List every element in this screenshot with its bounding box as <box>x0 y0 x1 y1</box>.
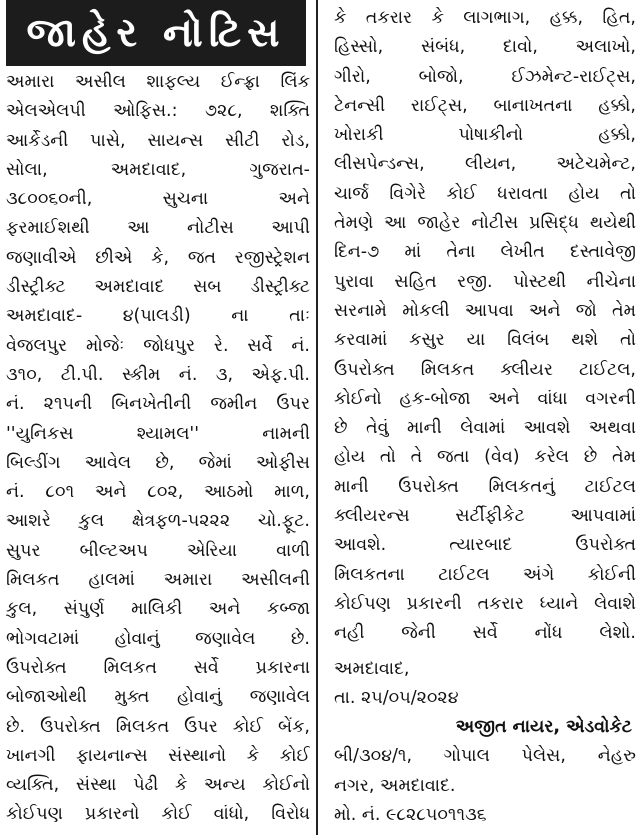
notice-text-line: કુલ, સંપુર્ણ માલિકી અને કબ્જા <box>6 599 310 620</box>
notice-text-line: ૩૮૦૦૬૦ની, સુચના અને <box>6 189 310 210</box>
advocate-address-line-1: બી/૩૦૪/૧, ગોપાલ પેલેસ, નેહરુ <box>334 746 636 767</box>
notice-text-line: જણાવીએ છીએ કે, જત રજીસ્ટ્રેશન <box>6 247 310 268</box>
advocate-mobile: મો. નં. ૯૮૨૮૫૦૧૧૩૬ <box>334 805 487 826</box>
notice-text-line: આશરે કુલ ક્ષેત્રફળ-૫૨૨૨ ચો.ફૂટ. <box>6 511 310 532</box>
notice-text-line: મિલકત હાલમાં અમારા અસીલની <box>6 570 310 591</box>
notice-text-line: ચાર્જ વિગેરે કોઈ ધરાવતા હોય તો <box>334 183 636 204</box>
notice-text-line: ઉપરોક્ત મિલકત ક્લીયર ટાઈટલ, <box>334 359 636 380</box>
left-column <box>0 0 310 835</box>
notice-text-line: માની ઉપરોક્ત મિલકતનું ટાઈટલ <box>334 476 636 497</box>
notice-text-line: ખોરાકી પોષાકીનો હક્કો, <box>334 125 636 146</box>
notice-text-line: ભોગવટામાં હોવાનું જણાવેલ છે. <box>6 628 310 649</box>
notice-text-line: ક્લીયરન્સ સર્ટીફીકેટ આપવામાં <box>334 506 636 527</box>
notice-text-line: તેમણે આ જાહેર નોટીસ પ્રસિદ્ધ થયેથી <box>334 213 636 234</box>
notice-text-line: કોઈપણ પ્રકારનો કોઈ વાંધો, વિરોધ <box>6 804 310 825</box>
notice-text-line: વ્યક્તિ, સંસ્થા પેઢી કે અન્ય કોઈનો <box>6 775 310 796</box>
notice-text-line: ફરમાઈશથી આ નોટીસ આપી <box>6 218 310 239</box>
notice-text-line: બોજાઓથી મુક્ત હોવાનું જણાવેલ <box>6 687 310 708</box>
notice-text-line: બિલ્ડીંગ આવેલ છે, જેમાં ઓફીસ <box>6 452 310 473</box>
notice-text-line: હોય તો તે જતા (વેવ) કરેલ છે તેમ <box>334 447 636 468</box>
notice-text-line: આર્કેડની પાસે, સાયન્સ સીટી રોડ, <box>6 130 310 151</box>
notice-place: અમદાવાદ, <box>334 658 410 679</box>
advocate-address-line-2: નગર, અમદાવાદ. <box>334 775 456 796</box>
notice-text-line: ટેનન્સી રાઈટ્સ, બાનાખતના હક્કો, <box>334 95 636 116</box>
notice-text-line: એલએલપી ઓફિસ.: ૭૨૮, શક્તિ <box>6 101 310 122</box>
left-column-text <box>6 68 310 830</box>
advocate-name: અજીત નાયર, એડવોકેટ <box>455 717 632 738</box>
notice-text-line: હિસ્સો, સંબંધ, દાવો, અલાખો, <box>334 37 636 58</box>
notice-title: જાહેર નોટિસ <box>6 0 306 66</box>
notice-text-line: નહી જેની સર્વે નોંધ લેશો. <box>334 623 636 644</box>
right-column-text <box>334 4 636 649</box>
notice-text-line: વેજલપુર મોજેઃ જોધપુર રે. સર્વે નં. <box>6 335 310 356</box>
notice-text-line: અમદાવાદ- ૪(પાલડી) ના તાઃ <box>6 306 310 327</box>
notice-text-line: સોલા, અમદાવાદ, ગુજરાત- <box>6 159 310 180</box>
notice-text-line: લીસપેન્ડન્સ, લીયન, અટેચમેન્ટ, <box>334 154 636 175</box>
notice-text-line: છે તેવું માની લેવામાં આવશે અથવા <box>334 418 636 439</box>
notice-text-line: ''યુનિકસ શ્યામલ'' નામની <box>6 423 310 444</box>
notice-text-line: સરનામે મોકલી આપવા અને જો તેમ <box>334 300 636 321</box>
notice-text-line: મિલકતના ટાઈટલ અંગે કોઈની <box>334 564 636 585</box>
notice-text-line: સુપર બીલ્ટઅપ એરિયા વાળી <box>6 540 310 561</box>
column-divider <box>316 0 318 835</box>
notice-text-line: આવશે. ત્યારબાદ ઉપરોક્ત <box>334 535 636 556</box>
notice-text-line: ૩૧૦, ટી.પી. સ્કીમ નં. ૩, એફ.પી. <box>6 364 310 385</box>
notice-date: તા. ૨૫/૦૫/૨૦૨૪ <box>334 687 459 708</box>
notice-text-line: નં. ૨૧૫ની બિનખેતીની જમીન ઉપર <box>6 394 310 415</box>
notice-text-line: અમારા અસીલ શાફલ્ય ઈન્ફ્રા લિંક <box>6 72 310 92</box>
notice-text-line: ઉપરોક્ત મિલકત સર્વે પ્રકારના <box>6 657 310 678</box>
notice-text-line: કરવામાં કસુર યા વિલંબ થશે તો <box>334 330 636 351</box>
notice-text-line: નં. ૮૦૧ અને ૮૦૨, આઠમો માળ, <box>6 482 310 503</box>
notice-text-line: પુરાવા સહિત રજી. પોસ્ટથી નીચેના <box>334 271 636 292</box>
notice-text-line: ડીસ્ટ્રીક્ટ અમદાવાદ સબ ડીસ્ટ્રીક્ટ <box>6 277 310 298</box>
right-column <box>322 0 640 835</box>
notice-text-line: છે. ઉપરોક્ત મિલકત ઉપર કોઈ બેંક, <box>6 716 310 737</box>
notice-text-line: ખાનગી ફાયનાન્સ સંસ્થાનો કે કોઈ <box>6 745 310 766</box>
notice-text-line: કોઈનો હક-બોજા અને વાંધા વગરની <box>334 388 636 409</box>
notice-text-line: દિન-૭ માં તેના લેખીત દસ્તાવેજી <box>334 242 636 263</box>
notice-text-line: કોઈપણ પ્રકારની તકરાર ધ્યાને લેવાશે <box>334 593 636 614</box>
notice-text-line: ગીરો, બોજો, ઈઝમેન્ટ-રાઈટ્સ, <box>334 66 636 87</box>
notice-text-line: કે તકરાર કે લાગભાગ, હક્ક, હિત, <box>334 8 636 28</box>
